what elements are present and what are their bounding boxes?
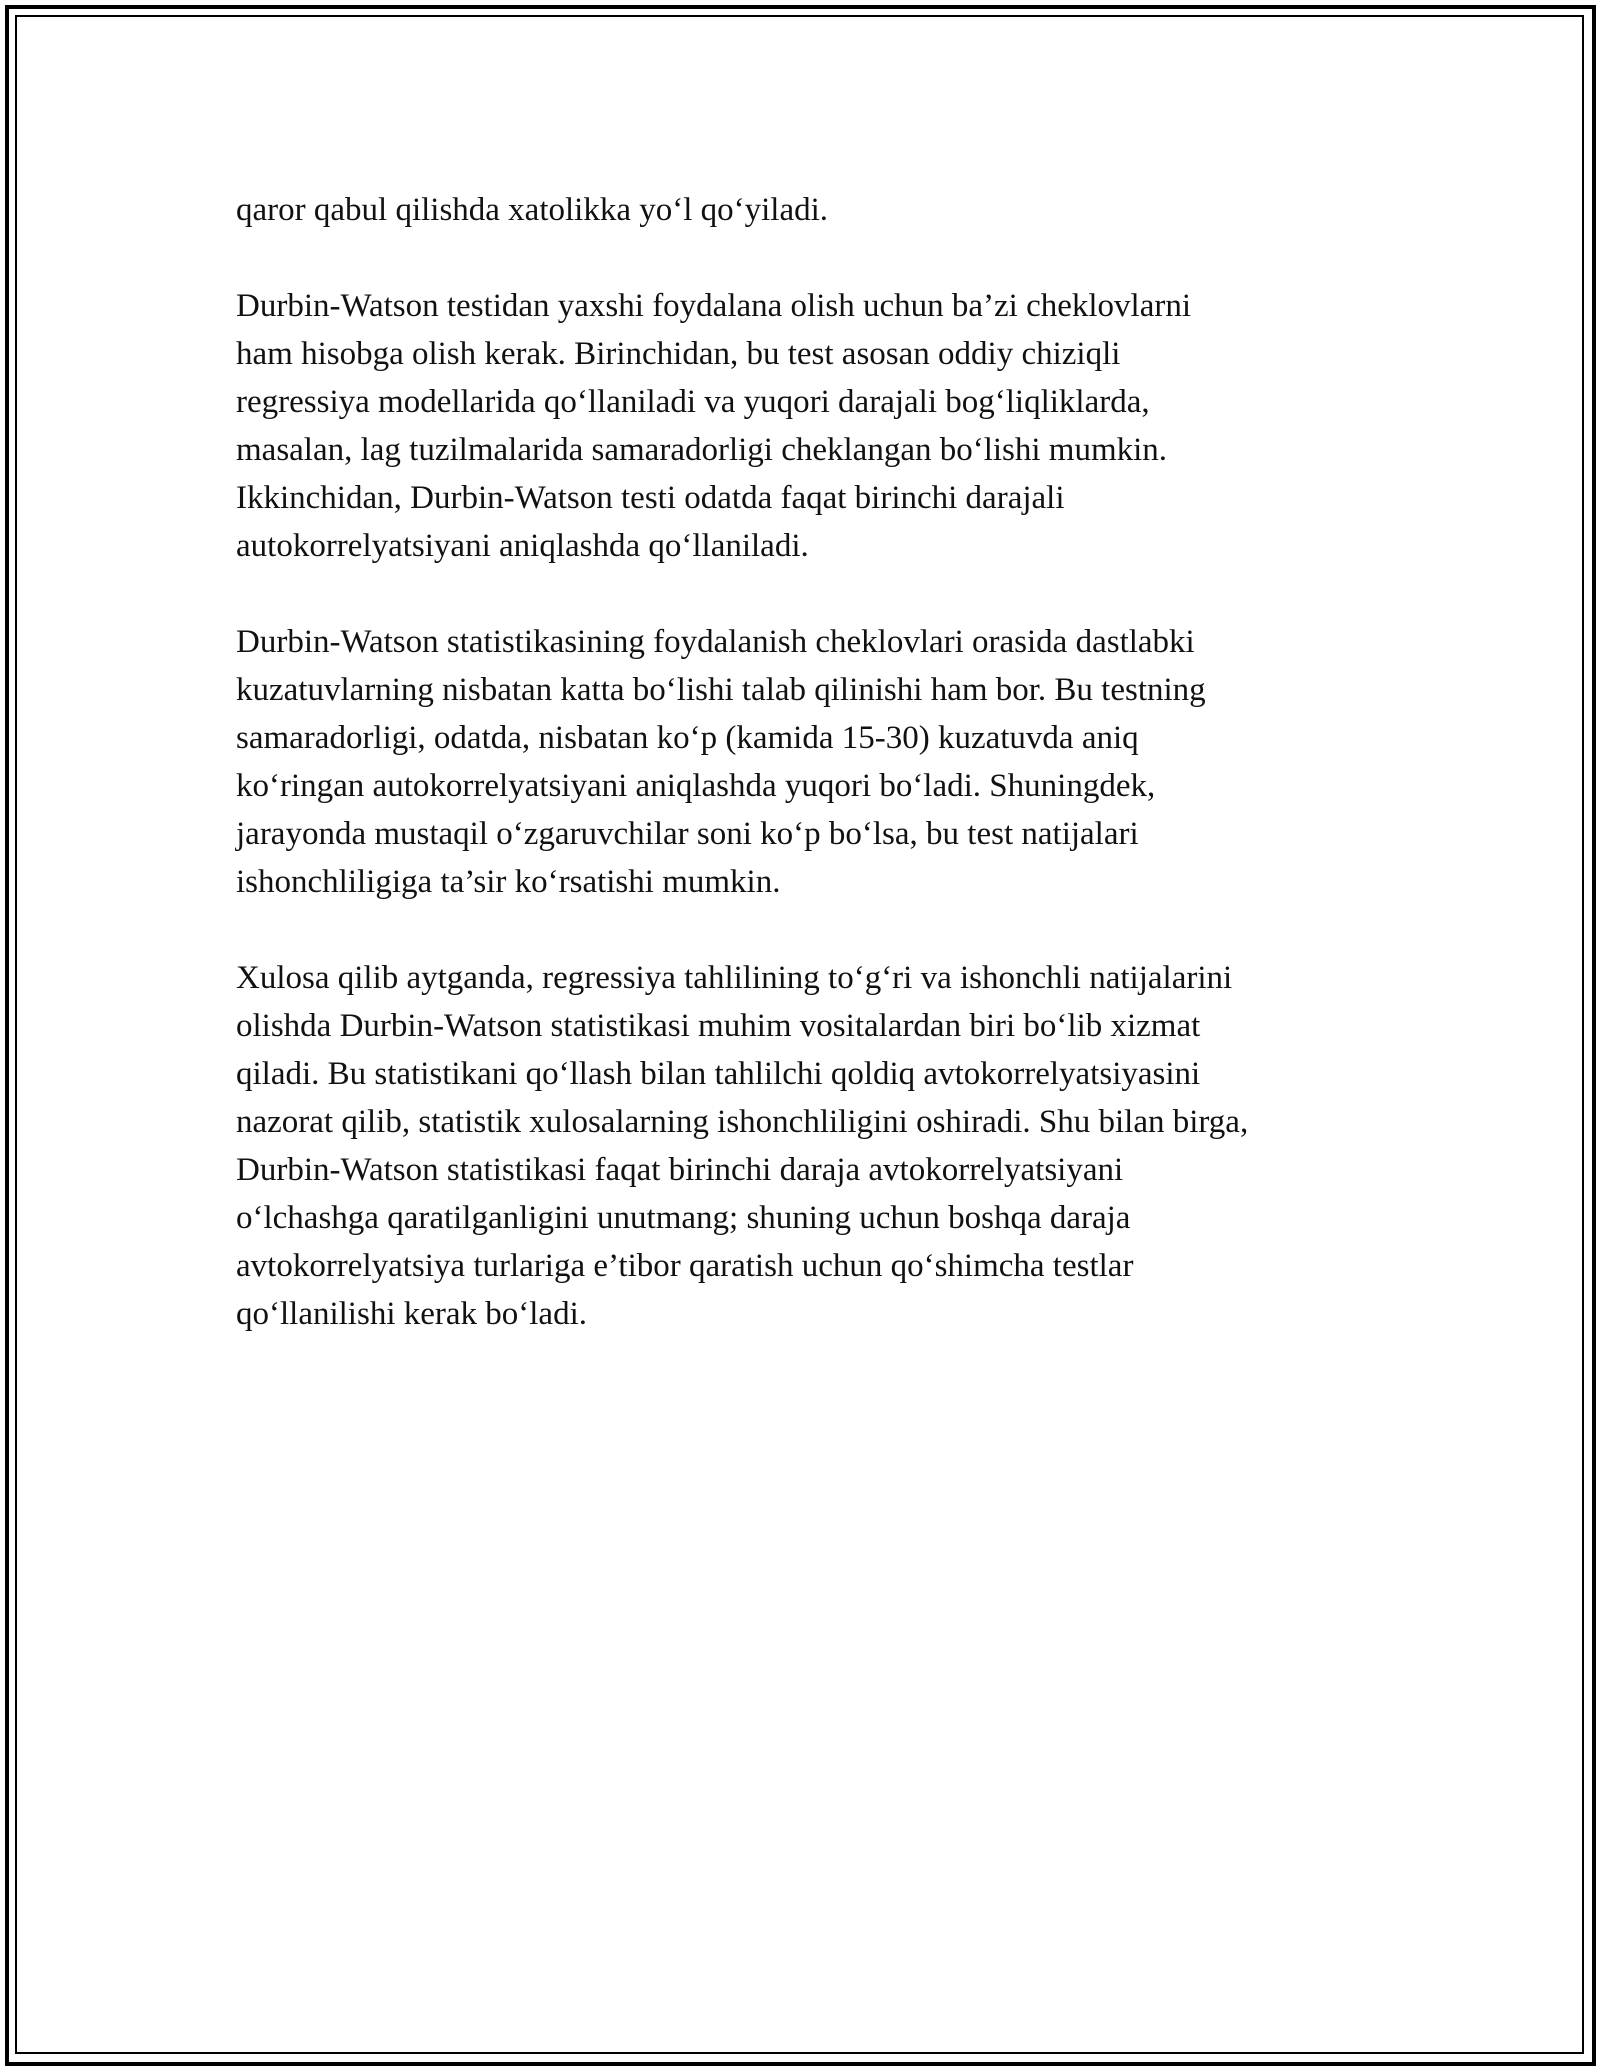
text-line: avtokorrelyatsiya turlariga e’tibor qaratish uchun qo‘shimcha testlar <box>236 1248 1134 1284</box>
text-line: o‘lchashga qaratilganligini unutmang; shuning uchun boshqa daraja <box>236 1200 1131 1236</box>
text-line: qaror qabul qilishda xatolikka yo‘l qo‘yiladi. <box>236 192 829 228</box>
paragraph-4 <box>236 954 1416 1338</box>
text-line: autokorrelyatsiyani aniqlashda qo‘llaniladi. <box>236 528 809 564</box>
text-line: ishonchliligiga ta’sir ko‘rsatishi mumkin. <box>236 864 781 900</box>
text-line: ko‘ringan autokorrelyatsiyani aniqlashda yuqori bo‘ladi. Shuningdek, <box>236 768 1156 804</box>
text-line: ham hisobga olish kerak. Birinchidan, bu test asosan oddiy chiziqli <box>236 336 1121 372</box>
text-line: Durbin-Watson statistikasining foydalanish cheklovlari orasida dastlabki <box>236 624 1195 660</box>
text-line: nazorat qilib, statistik xulosalarning ishonchliligini oshiradi. Shu bilan birga, <box>236 1104 1249 1140</box>
text-line: Durbin-Watson testidan yaxshi foydalana olish uchun ba’zi cheklovlarni <box>236 288 1192 324</box>
text-line: kuzatuvlarning nisbatan katta bo‘lishi talab qilinishi ham bor. Bu testning <box>236 672 1206 708</box>
text-line: Ikkinchidan, Durbin-Watson testi odatda faqat birinchi darajali <box>236 480 1065 516</box>
document-body <box>236 186 1416 1386</box>
paragraph-3 <box>236 618 1416 906</box>
text-line: masalan, lag tuzilmalarida samaradorligi cheklangan bo‘lishi mumkin. <box>236 432 1168 468</box>
text-line: olishda Durbin-Watson statistikasi muhim vositalardan biri bo‘lib xizmat <box>236 1008 1201 1044</box>
text-line: Durbin-Watson statistikasi faqat birinchi daraja avtokorrelyatsiyani <box>236 1152 1124 1188</box>
text-line: samaradorligi, odatda, nisbatan ko‘p (kamida 15-30) kuzatuvda aniq <box>236 720 1139 756</box>
text-line: qiladi. Bu statistikani qo‘llash bilan tahlilchi qoldiq avtokorrelyatsiyasini <box>236 1056 1201 1092</box>
paragraph-1 <box>236 186 1416 234</box>
text-line: Xulosa qilib aytganda, regressiya tahlilining to‘g‘ri va ishonchli natijalarini <box>236 960 1233 996</box>
paragraph-2 <box>236 282 1416 570</box>
text-line: qo‘llanilishi kerak bo‘ladi. <box>236 1296 587 1332</box>
text-line: jarayonda mustaqil o‘zgaruvchilar soni ko‘p bo‘lsa, bu test natijalari <box>236 816 1139 852</box>
text-line: regressiya modellarida qo‘llaniladi va yuqori darajali bog‘liqliklarda, <box>236 384 1150 420</box>
